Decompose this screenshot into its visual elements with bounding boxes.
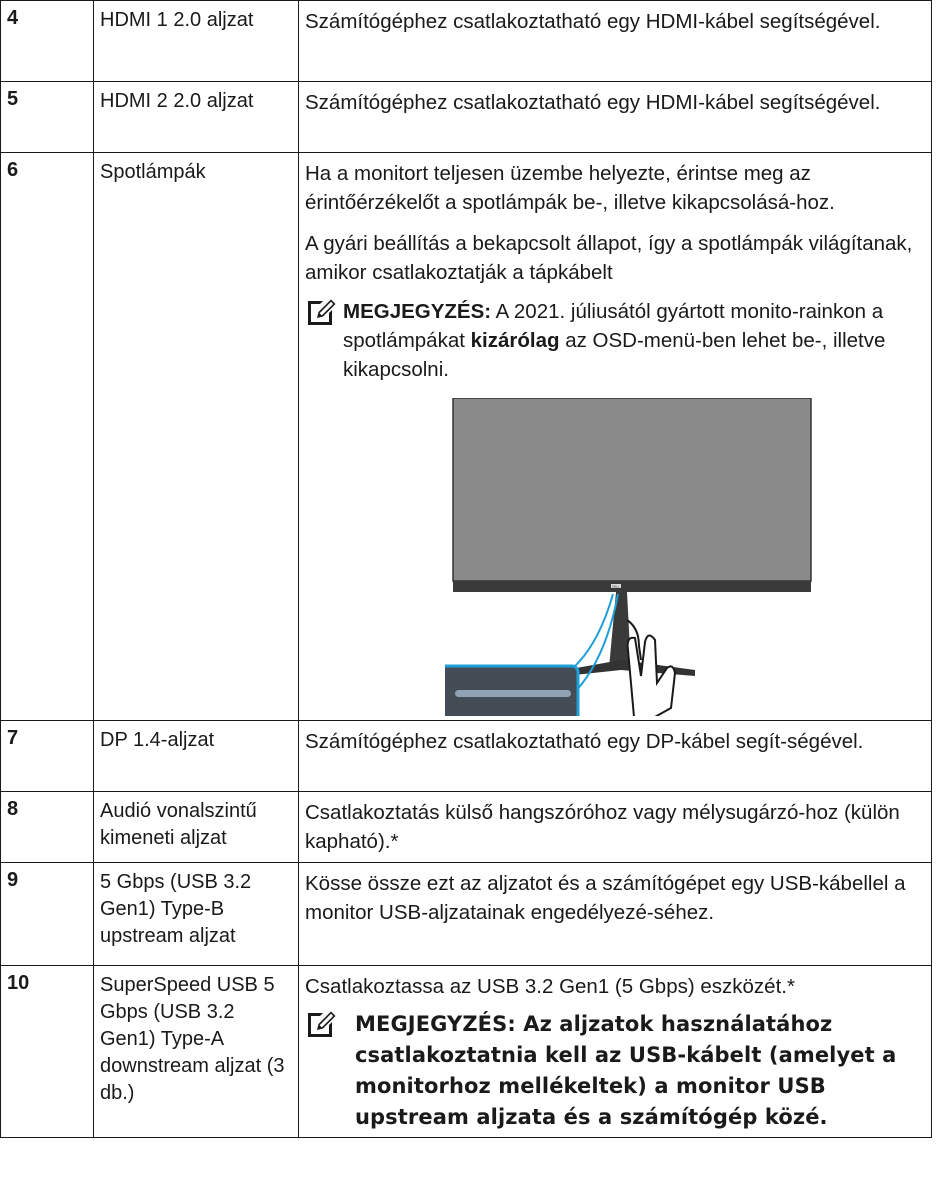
description-paragraph: Ha a monitort teljesen üzembe helyezte, érintse meg az érintőérzékelőt a spotlámpák be-, illetve kikapcsolásá-hoz. xyxy=(305,162,835,214)
table-row xyxy=(1,1,932,82)
port-name: HDMI 1 2.0 aljzat xyxy=(94,1,299,82)
port-name: Spotlámpák xyxy=(94,153,299,721)
row-number: 8 xyxy=(1,792,94,863)
port-description: Számítógéphez csatlakoztatható egy HDMI-kábel segítségével. xyxy=(299,1,932,82)
row-number: 10 xyxy=(1,966,94,1138)
port-description xyxy=(299,153,932,721)
note-text xyxy=(343,297,925,384)
note-text-part: az OSD-menü-ben lehet be-, illetve kikapcsolni. xyxy=(343,329,886,381)
note-text: MEGJEGYZÉS: Az aljzatok használatához csatlakoztatnia kell az USB-kábelt (amelyet a monitorhoz mellékeltek) a monitor USB upstream aljzata és a számítógép közé. xyxy=(355,1012,897,1129)
description-paragraph: A gyári beállítás a bekapcsolt állapot, így a spotlámpák világítanak, amikor csatlakoztatják a tápkábelt xyxy=(305,232,913,284)
port-name: SuperSpeed USB 5 Gbps (USB 3.2 Gen1) Type-A downstream aljzat (3 db.) xyxy=(94,966,299,1138)
table-row xyxy=(1,792,932,863)
port-description: Számítógéphez csatlakoztatható egy HDMI-kábel segítségével. xyxy=(299,82,932,153)
table-row xyxy=(1,721,932,792)
table-row xyxy=(1,863,932,966)
note-block xyxy=(305,1009,925,1133)
note-label: MEGJEGYZÉS: xyxy=(343,300,492,323)
logo-text: DELL xyxy=(612,584,620,589)
port-name: 5 Gbps (USB 3.2 Gen1) Type-B upstream aljzat xyxy=(94,863,299,966)
port-description xyxy=(299,966,932,1138)
port-name: HDMI 2 2.0 aljzat xyxy=(94,82,299,153)
note-block xyxy=(305,297,925,384)
row-number: 7 xyxy=(1,721,94,792)
port-description: Számítógéphez csatlakoztatható egy DP-kábel segít-ségével. xyxy=(299,721,932,792)
port-name: Audió vonalszintű kimeneti aljzat xyxy=(94,792,299,863)
row-number: 4 xyxy=(1,1,94,82)
table-row xyxy=(1,153,932,721)
note-emphasis: kizárólag xyxy=(470,329,560,352)
row-number: 6 xyxy=(1,153,94,721)
pencil-note-icon xyxy=(305,297,337,327)
table-row xyxy=(1,966,932,1138)
port-description: Csatlakoztatás külső hangszóróhoz vagy mélysugárzó-hoz (külön kapható).* xyxy=(299,792,932,863)
port-description: Kösse össze ezt az aljzatot és a számítógépet egy USB-kábellel a monitor USB-aljzatainak engedélyezé-séhez. xyxy=(299,863,932,966)
port-name: DP 1.4-aljzat xyxy=(94,721,299,792)
description-paragraph: Csatlakoztassa az USB 3.2 Gen1 (5 Gbps) eszközét.* xyxy=(305,975,795,998)
table-row xyxy=(1,82,932,153)
note-text-part: A 2021. júliusától gyártott monito-rainkon a spotlámpákat xyxy=(343,300,884,352)
row-number: 9 xyxy=(1,863,94,966)
row-number: 5 xyxy=(1,82,94,153)
monitor-spotlight-illustration xyxy=(445,398,815,716)
pencil-note-icon xyxy=(305,1009,337,1039)
